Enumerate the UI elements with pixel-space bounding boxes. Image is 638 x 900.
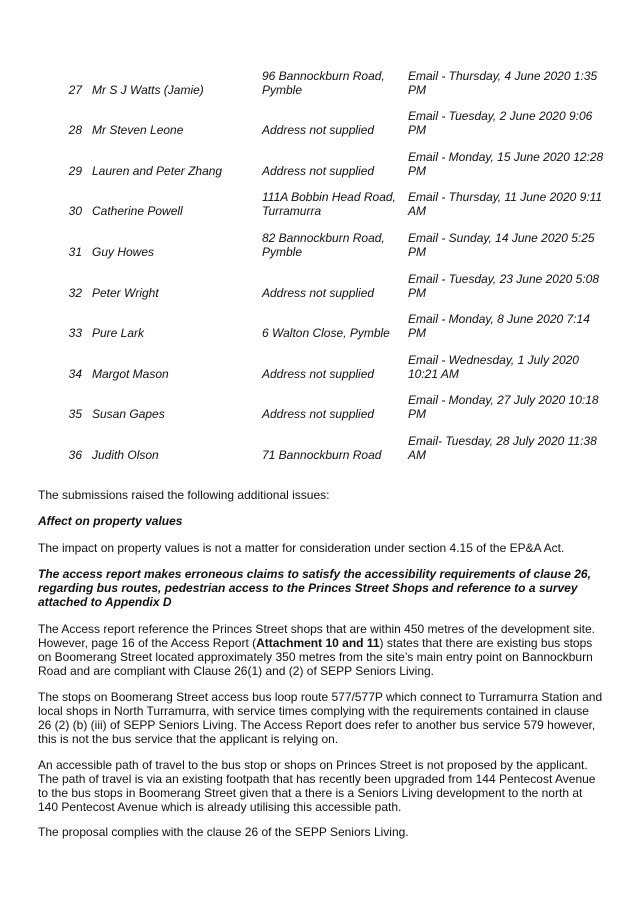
submission-method: Email- Tuesday, 28 July 2020 11:38 AM [408,433,597,462]
paragraph-text: ) states that there are existing bus stops on Boomerang Street located approximately 350 metres from the site’s main entry point on Bannockburn Road and are compliant with Clause 26(1) and (2) of SEPP Seniors Living. [38,636,593,678]
table-row [0,346,638,387]
submitter-address: 82 Bannockburn Road, Pymble [262,230,385,259]
conclusion-paragraph: The proposal complies with the clause 26 of the SEPP Seniors Living. [38,825,409,839]
table-row [0,265,638,306]
attachment-reference: Attachment 10 and 11 [256,636,380,650]
property-values-paragraph: The impact on property values is not a matter for consideration under section 4.15 of the EP&A Act. [38,541,565,555]
issues-intro: The submissions raised the following additional issues: [38,488,330,502]
submission-number: 28 [68,123,82,138]
submission-method: Email - Tuesday, 2 June 2020 9:06 PM [408,109,593,138]
submitter-name: Mr S J Watts (Jamie) [92,82,204,97]
access-report-paragraph-3: An accessible path of travel to the bus stop or shops on Princes Street is not proposed by the applicant. The path of travel is via an existing footpath that has recently been upgraded from 144 Pentecost Avenue to the bus stops in Boomerang Street given that a there is a Seniors Living development to the north at 140 Pentecost Avenue which is already utilising this accessible path. [38,758,596,814]
submitter-address: Address not supplied [262,163,375,178]
submissions-table [0,62,638,468]
submission-method: Email - Wednesday, 1 July 2020 10:21 AM [408,352,579,381]
submitter-name: Margot Mason [92,366,169,381]
table-row [0,143,638,184]
table-row [0,103,638,144]
section-heading-access-report: The access report makes erroneous claims to satisfy the accessibility requirements of clause 26, regarding bus routes, pedestrian access to the Princes Street Shops and reference to a survey attached to Appendix D [38,567,591,609]
submitter-address: Address not supplied [262,285,375,300]
submission-method: Email - Monday, 8 June 2020 7:14 PM [408,312,590,341]
submission-method: Email - Tuesday, 23 June 2020 5:08 PM [408,271,600,300]
submitter-name: Lauren and Peter Zhang [92,163,223,178]
submitter-name: Pure Lark [92,326,145,341]
table-row [0,184,638,225]
access-report-paragraph-2: The stops on Boomerang Street access bus loop route 577/577P which connect to Turramurra Station and local shops in North Turramurra, with service times complying with the requirements contained in clause 26 (2) (b) (iii) of SEPP Seniors Living. The Access Report does refer to another bus service 579 however, this is not the bus service that the applicant is relying on. [38,690,603,746]
submitter-name: Mr Steven Leone [92,123,184,138]
table-row [0,62,638,103]
submission-method: Email - Thursday, 4 June 2020 1:35 PM [408,68,598,97]
table-row [0,387,638,428]
submission-number: 27 [68,82,82,97]
submitter-name: Judith Olson [92,447,159,462]
submission-number: 30 [68,204,82,219]
submission-number: 31 [68,244,82,259]
table-row [0,224,638,265]
submitter-address: 111A Bobbin Head Road, Turramurra [262,190,396,219]
submitter-name: Guy Howes [92,244,155,259]
submitter-address: 96 Bannockburn Road, Pymble [262,68,385,97]
submitter-address: 71 Bannockburn Road [262,447,382,462]
access-report-paragraph-1 [38,622,604,678]
submission-number: 35 [68,407,82,422]
submission-method: Email - Sunday, 14 June 2020 5:25 PM [408,230,595,259]
submission-method: Email - Monday, 27 July 2020 10:18 PM [408,393,599,422]
table-row [0,306,638,347]
submission-number: 32 [68,285,82,300]
submission-number: 36 [68,447,82,462]
submitter-address: Address not supplied [262,123,375,138]
submission-number: 33 [68,326,82,341]
paragraph-text: The Access report reference the Princes Street shops that are within 450 metres of the development site. However, page 16 of the Access Report ( [38,622,595,650]
submitter-name: Peter Wright [92,285,159,300]
submitter-address: Address not supplied [262,366,375,381]
submission-number: 34 [68,366,82,381]
table-row [0,427,638,468]
submitter-name: Susan Gapes [92,407,165,422]
submitter-address: 6 Walton Close, Pymble [262,326,390,341]
submission-method: Email - Monday, 15 June 2020 12:28 PM [408,149,604,178]
submission-method: Email - Thursday, 11 June 2020 9:11 AM [408,190,603,219]
section-heading-property-values: Affect on property values [38,514,183,528]
submission-number: 29 [68,163,82,178]
submitter-address: Address not supplied [262,407,375,422]
submitter-name: Catherine Powell [92,204,183,219]
